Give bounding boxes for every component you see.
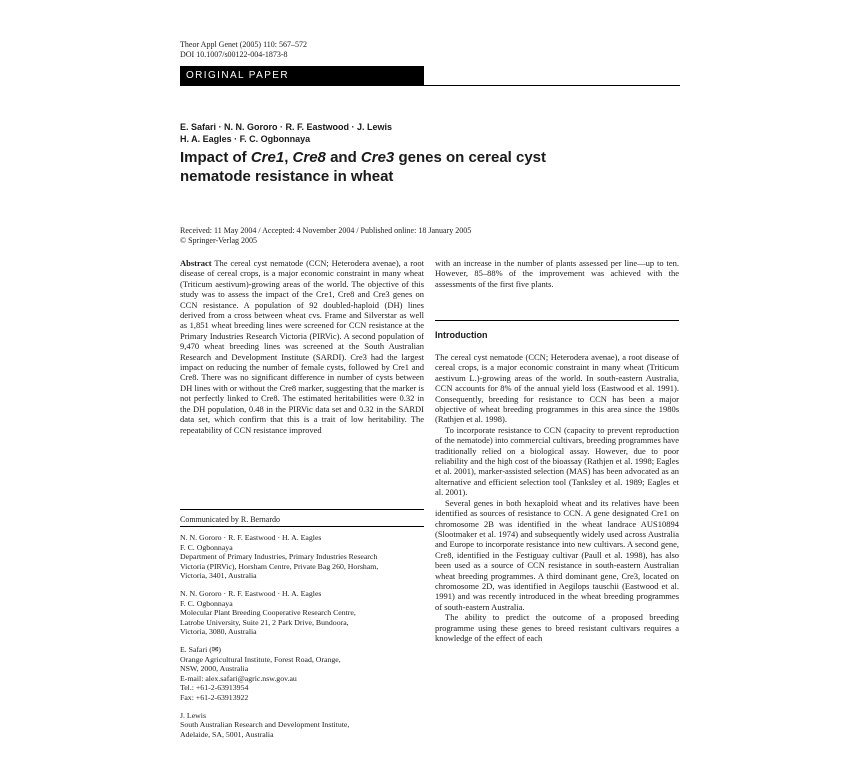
header-bar (180, 66, 680, 86)
affiliation-line: N. N. Gororo · R. F. Eastwood · H. A. Eagles (180, 588, 322, 598)
article-type-label: ORIGINAL PAPER (180, 66, 424, 85)
copyright-line: © Springer-Verlag 2005 (180, 236, 258, 245)
communicated-by: Communicated by R. Bernardo (180, 515, 280, 524)
gene-name: Cre1 (250, 149, 285, 166)
affiliation-line: Orange Agricultural Institute, Forest Road, Orange, (180, 654, 341, 664)
abstract-continuation (435, 258, 679, 289)
journal-citation (180, 40, 307, 60)
affiliation-block (180, 711, 424, 740)
affiliation-line: NSW, 2000, Australia (180, 664, 249, 674)
title-text: nematode resistance in wheat (180, 168, 394, 185)
author-list (180, 121, 500, 145)
affiliation-block (180, 533, 424, 581)
title-text: Impact of (180, 149, 251, 166)
divider (180, 526, 424, 527)
paragraph: Several genes in both hexaploid wheat and its relatives have been identified as sources of resistance to CCN. A gene designated Cre1 on chromosome 2B was identified in the wheat landrace AUS10894 (Slootmaker et al. 1974) and subsequently widely used across Australia and Europe to incorporate resistance into new cultivars. A second gene, Cre8, identified in the Festiguay cultivar (Paull et al. 1998), has also been used as a source of CCN resistance in south-eastern Australian wheat breeding programmes. A third dominant gene, Cre3, located on chromosome 2D, was identified in Aegilops tauschii (Eastwood et al. 1991) and was recently introduced in the wheat breeding programmes of south-eastern Australia. (435, 497, 679, 612)
paragraph: The cereal cyst nematode (CCN; Heterodera avenae), a root disease of cereal crops, is a major economic constraint in many wheat (Triticum aestivum L.)-growing areas of the world. In south-eastern Australia, CCN accounts for 8% of the annual yield loss (Eastwood et al. 1991). Consequently, breeding for resistance to CCN has been a major objective of wheat breeding programmes in this area since the 1980s (Rathjen et al. 1998). (435, 352, 679, 425)
affiliation-line: N. N. Gororo · R. F. Eastwood · H. A. Eagles (180, 533, 322, 542)
introduction (435, 352, 679, 643)
section-heading: Introduction (435, 330, 488, 340)
affiliation-line: Fax: +61-2-63913922 (180, 692, 249, 702)
affiliation-line: F. C. Ogbonnaya (180, 598, 233, 608)
affiliation-line: E-mail: alex.safari@agric.nsw.gov.au (180, 673, 297, 683)
author-line: E. Safari · N. N. Gororo · R. F. Eastwood · J. Lewis (180, 122, 393, 132)
affiliation-line: E. Safari (✉) (180, 644, 221, 654)
affiliations (180, 533, 424, 747)
affiliation-line: Victoria, 3080, Australia (180, 627, 257, 637)
affiliation-line: Molecular Plant Breeding Cooperative Research Centre, (180, 608, 356, 618)
divider (180, 509, 424, 510)
title-text: , (284, 149, 293, 166)
journal-line: Theor Appl Genet (2005) 110: 567–572 (180, 40, 308, 49)
abstract (180, 258, 424, 435)
dates-line: Received: 11 May 2004 / Accepted: 4 November 2004 / Published online: 18 January 2005 (180, 226, 472, 235)
gene-name: Cre3 (360, 149, 395, 166)
affiliation-line: Department of Primary Industries, Primary Industries Research (180, 552, 378, 562)
abstract-text: The cereal cyst nematode (CCN; Heterodera avenae), a root disease of cereal crops, is a major economic constraint in many wheat (Triticum aestivum)-growing areas of the world. The objective of this study was to assess the impact of the Cre1, Cre8 and Cre3 genes on CCN resistance. A population of 92 doubled-haploid (DH) lines derived from a cross between wheat cvs. Frame and Silverstar as well as 1,851 wheat breeding lines were screened for CCN resistance at the Primary Industries Research Victoria (PIRVic). A second population of 9,470 wheat breeding lines was screened at the South Australian Research and Development Institute (SARDI). Cre3 had the largest impact on reducing the number of female cysts, followed by Cre1 and Cre8. There was no significant difference in number of cysts between DH lines with or without the Cre8 marker, suggesting that the marker is not perfectly linked to Cre8. The estimated heritabilities were 0.32 in the DH population, 0.48 in the PIRVic data set and 0.32 in the SARDI data set, which confirm that this is a trait of low heritability. The repeatability of CCN resistance improved (180, 258, 424, 435)
received-dates (180, 226, 471, 246)
doi-line: DOI 10.1007/s00122-004-1873-8 (180, 50, 288, 59)
affiliation-line: Tel.: +61-2-63913954 (180, 683, 249, 693)
divider (435, 320, 679, 321)
title-text: and (325, 149, 361, 166)
affiliation-line: South Australian Research and Development Institute, (180, 720, 350, 730)
title-text: genes on cereal cyst (394, 149, 547, 166)
affiliation-line: Adelaide, SA, 5001, Australia (180, 729, 274, 739)
author-line: H. A. Eagles · F. C. Ogbonnaya (180, 134, 311, 144)
paragraph: The ability to predict the outcome of a proposed breeding programme using these genes to breed resistant cultivars requires a knowledge of the effect of each (435, 612, 679, 643)
affiliation-block (180, 589, 424, 637)
abstract-text-cont: with an increase in the number of plants assessed per line—up to ten. However, 85–88% of the improvement was achieved with the assessments of the first five plants. (435, 258, 679, 289)
affiliation-block (180, 645, 424, 703)
affiliation-line: Victoria, 3401, Australia (180, 571, 257, 581)
affiliation-line: J. Lewis (180, 710, 206, 720)
gene-name: Cre8 (292, 149, 326, 166)
affiliation-line: Victoria (PIRVic), Horsham Centre, Private Bag 260, Horsham, (180, 561, 379, 571)
abstract-heading: Abstract (180, 258, 212, 268)
paragraph: To incorporate resistance to CCN (capacity to prevent reproduction of the nematode) into commercial cultivars, breeding programmes have traditionally relied on a biological assay. However, due to poor reliability and the high cost of the bioassay (Rathjen et al. 1998; Eagles et al. 2001), marker-assisted selection (MAS) has been advocated as an alternative and efficient selection tool (Tanksley et al. 1989; Eagles et al. 2001). (435, 424, 679, 498)
affiliation-line: Latrobe University, Suite 21, 2 Park Drive, Bundoora, (180, 617, 349, 627)
paper-title (180, 148, 600, 186)
affiliation-line: F. C. Ogbonnaya (180, 542, 233, 552)
